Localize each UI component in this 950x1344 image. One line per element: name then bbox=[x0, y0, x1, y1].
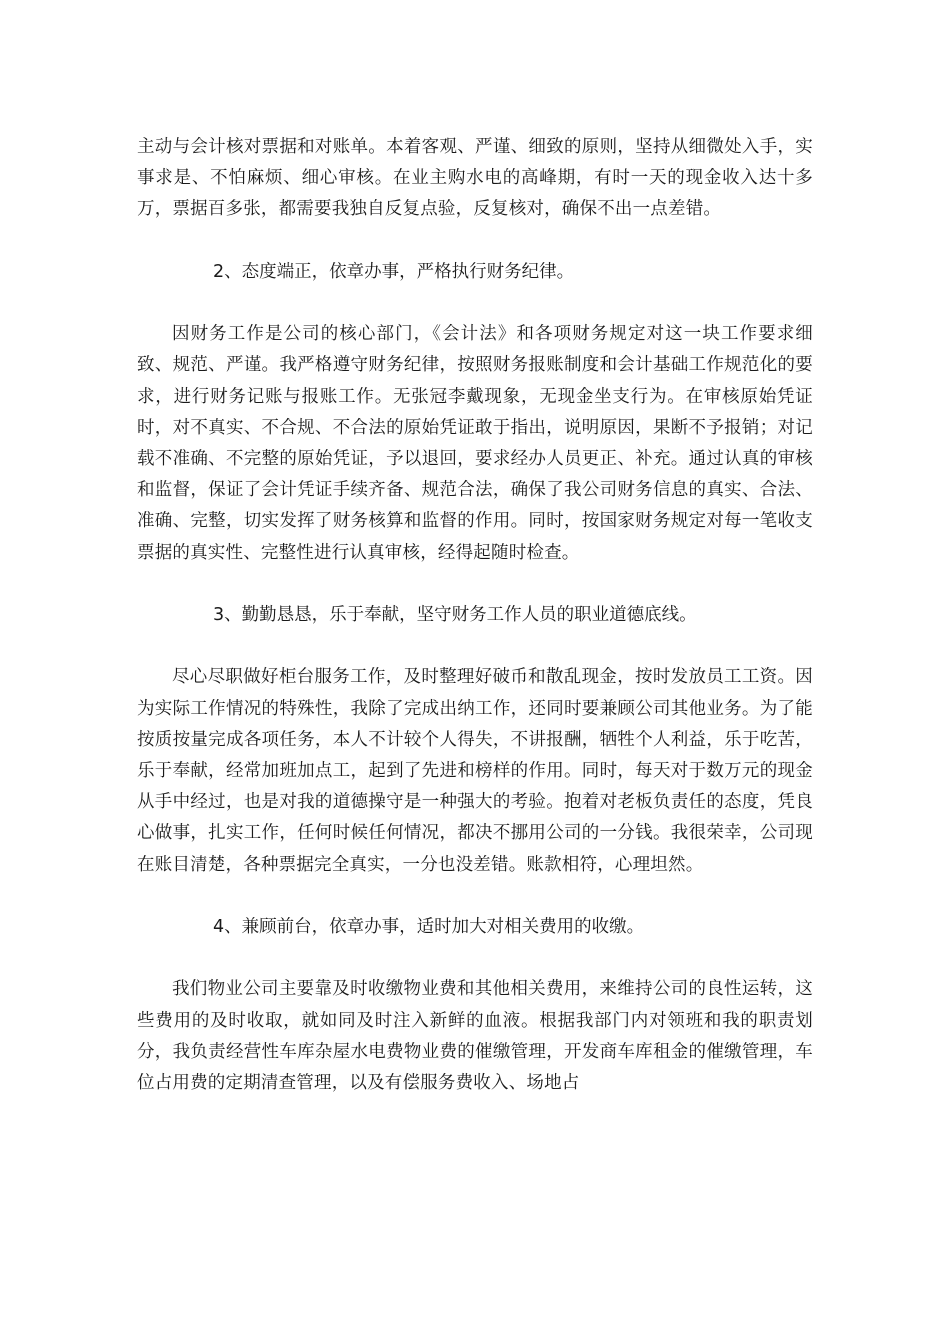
document-body bbox=[137, 132, 813, 1099]
paragraph-gap bbox=[137, 631, 813, 662]
paragraph-gap bbox=[137, 569, 813, 600]
paragraph-fee-collection: 我们物业公司主要靠及时收缴物业费和其他相关费用，来维持公司的良性运转，这些费用的及时收取，就如同及时注入新鲜的血液。根据我部门内对领班和我的职责划分，我负责经营性车库杂屋水电费物业费的催缴管理，开发商车库租金的催缴管理，车位占用费的定期清查管理，以及有偿服务费收入、场地占 bbox=[137, 979, 813, 1093]
paragraph-continuation: 主动与会计核对票据和对账单。本着客观、严谨、细致的原则，坚持从细微处入手，实事求是、不怕麻烦、细心审核。在业主购水电的高峰期，有时一天的现金收入达十多万，票据百多张，都需要我独自反复点验，反复核对，确保不出一点差错。 bbox=[137, 137, 813, 220]
section-heading-4: 4、兼顾前台，依章办事，适时加大对相关费用的收缴。 bbox=[213, 917, 645, 937]
paragraph-gap bbox=[137, 943, 813, 974]
paragraph-gap bbox=[137, 288, 813, 319]
paragraph-financial-discipline: 因财务工作是公司的核心部门，《会计法》和各项财务规定对这一块工作要求细致、规范、严谨。我严格遵守财务纪律，按照财务报账制度和会计基础工作规范化的要求，进行财务记账与报账工作。无张冠李戴现象，无现金坐支行为。在审核原始凭证时，对不真实、不合规、不合法的原始凭证敢于指出，说明原因，果断不予报销；对记载不准确、不完整的原始凭证，予以退回，要求经办人员更正、补充。通过认真的审核和监督，保证了会计凭证手续齐备、规范合法，确保了我公司财务信息的真实、合法、准确、完整，切实发挥了财务核算和监督的作用。同时，按国家财务规定对每一笔收支票据的真实性、完整性进行认真审核，经得起随时检查。 bbox=[137, 324, 813, 563]
section-heading-3: 3、勤勤恳恳，乐于奉献，坚守财务工作人员的职业道德底线。 bbox=[213, 605, 697, 625]
paragraph-gap bbox=[137, 226, 813, 257]
paragraph-gap bbox=[137, 881, 813, 912]
section-heading-2: 2、态度端正，依章办事，严格执行财务纪律。 bbox=[213, 261, 575, 282]
paragraph-dedication: 尽心尽职做好柜台服务工作，及时整理好破币和散乱现金，按时发放员工工资。因为实际工作情况的特殊性，我除了完成出纳工作，还同时要兼顾公司其他业务。为了能按质按量完成各项任务，本人不计较个人得失，不讲报酬，牺牲个人利益，乐于吃苦，乐于奉献，经常加班加点工，起到了先进和榜样的作用。同时，每天对于数万元的现金从手中经过，也是对我的道德操守是一种强大的考验。抱着对老板负责任的态度，凭良心做事，扎实工作，任何时候任何情况，都决不挪用公司的一分钱。我很荣幸，公司现在账目清楚，各种票据完全真实，一分也没差错。账款相符，心理坦然。 bbox=[137, 667, 813, 875]
